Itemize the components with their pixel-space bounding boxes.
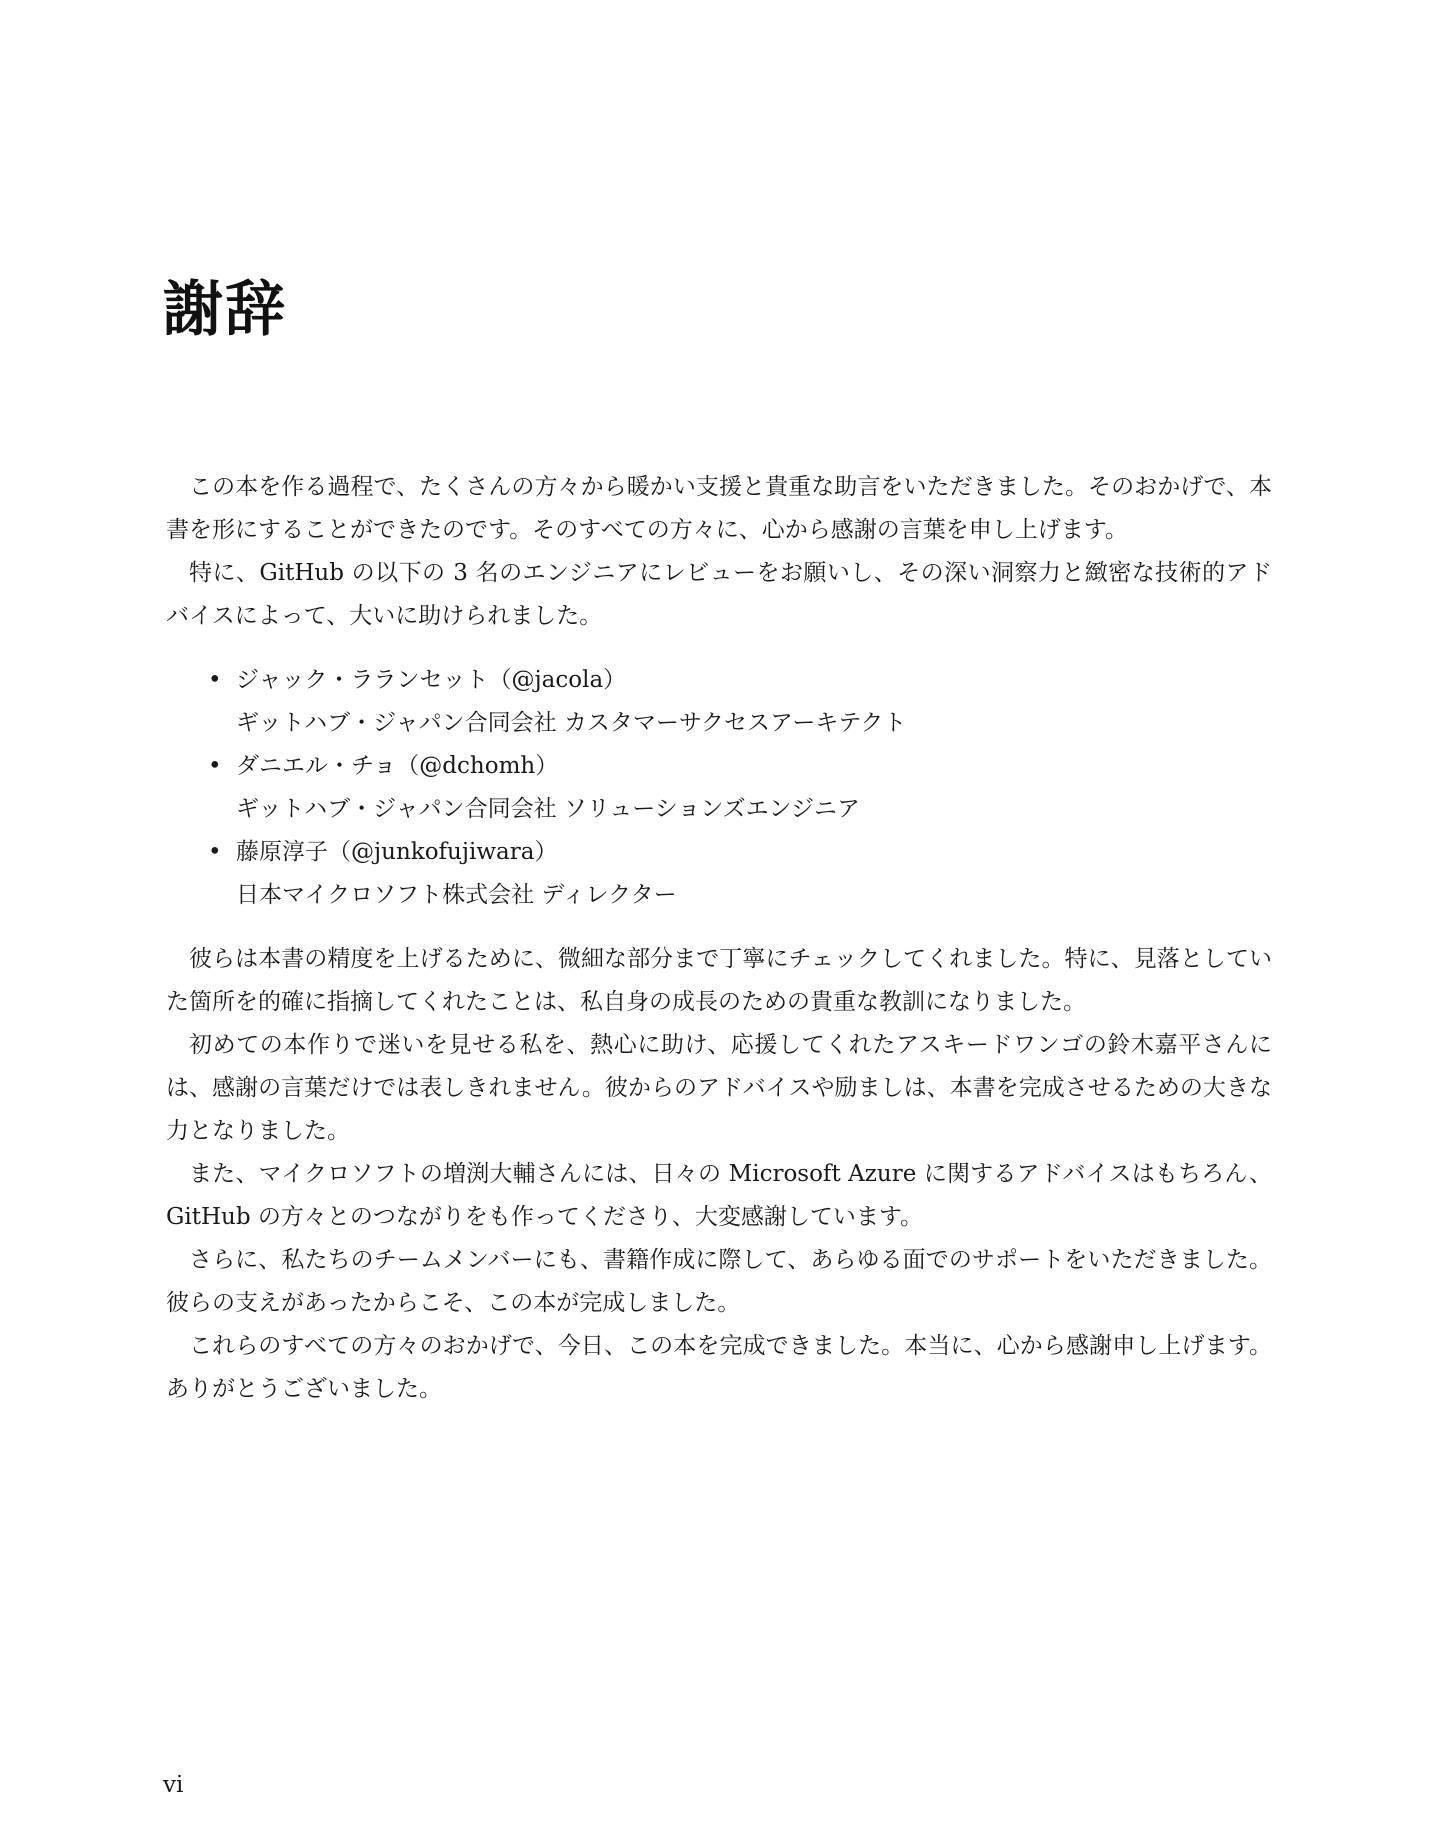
paragraph: 初めての本作りで迷いを見せる私を、熱心に助け、応援してくれたアスキードワンゴの鈴木嘉平さんには、感謝の言葉だけでは表しきれません。彼からのアドバイスや励ましは、本書を完成させるための大きな力となりました。 — [166, 1032, 1272, 1144]
reviewer-list-item — [166, 659, 1272, 745]
paragraph: 彼らは本書の精度を上げるために、微細な部分まで丁寧にチェックしてくれました。特に、見落としていた箇所を的確に指摘してくれたことは、私自身の成長のための貴重な教訓になりました。 — [166, 946, 1272, 1015]
paragraph: また、マイクロソフトの増渕大輔さんには、日々の Microsoft Azure に関するアドバイスはもちろん、GitHub の方々とのつながりをも作ってくださり、大変感謝しています。 — [166, 1161, 1272, 1230]
reviewer-affiliation: ギットハブ・ジャパン合同会社 ソリューションズエンジニア — [236, 796, 861, 822]
paragraph: これらのすべての方々のおかげで、今日、この本を完成できました。本当に、心から感謝申し上げます。ありがとうございました。 — [166, 1333, 1272, 1402]
bullet-icon: • — [208, 839, 222, 865]
bullet-icon: • — [208, 753, 222, 779]
reviewer-list — [166, 659, 1272, 917]
reviewer-affiliation: ギットハブ・ジャパン合同会社 カスタマーサクセスアーキテクト — [236, 710, 907, 736]
acknowledgements-body — [166, 466, 1272, 1411]
reviewer-list-item — [166, 831, 1272, 917]
reviewer-name: ジャック・ラランセット（@jacola） — [236, 667, 627, 693]
bullet-icon: • — [208, 667, 222, 693]
paragraph: この本を作る過程で、たくさんの方々から暖かい支援と貴重な助言をいただきました。そのおかげで、本書を形にすることができたのです。そのすべての方々に、心から感謝の言葉を申し上げます。 — [166, 474, 1272, 543]
reviewer-list-item — [166, 745, 1272, 831]
paragraph: さらに、私たちのチームメンバーにも、書籍作成に際して、あらゆる面でのサポートをいただきました。彼らの支えがあったからこそ、この本が完成しました。 — [166, 1247, 1272, 1316]
reviewer-name: ダニエル・チョ（@dchomh） — [236, 753, 559, 779]
paragraph: 特に、GitHub の以下の 3 名のエンジニアにレビューをお願いし、その深い洞察力と緻密な技術的アドバイスによって、大いに助けられました。 — [166, 560, 1272, 629]
reviewer-name: 藤原淳子（@junkofujiwara） — [236, 839, 558, 865]
chapter-title: 謝辞 — [163, 275, 287, 345]
page-number: vi — [163, 1772, 184, 1798]
reviewer-affiliation: 日本マイクロソフト株式会社 ディレクター — [236, 882, 677, 908]
